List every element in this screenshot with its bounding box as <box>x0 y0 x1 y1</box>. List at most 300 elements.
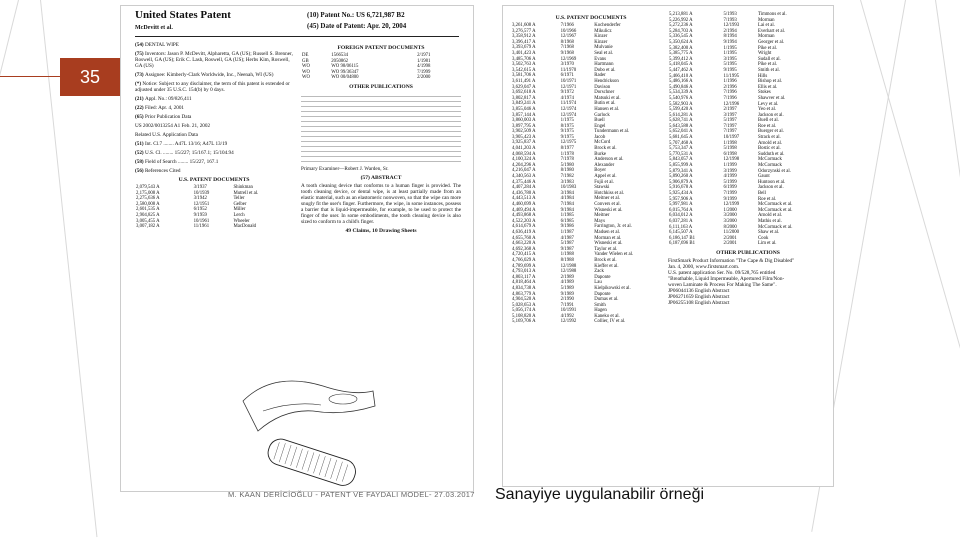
field-entry <box>135 51 293 69</box>
reference-cell: Odorzynski et al. <box>757 168 791 174</box>
reference-cell: Mays <box>594 218 605 224</box>
field-label: (51) <box>135 141 145 147</box>
reference-cell: 5,466,410 A <box>669 73 693 79</box>
reference-cell: Vander Wielen et al. <box>594 252 634 258</box>
reference-cell: Wheeler <box>233 218 250 224</box>
field-text: Filed: Apr. 4, 2001 <box>144 105 185 111</box>
reference-cell: Roe et al. <box>757 123 777 129</box>
reference-cell: 3,629,047 A <box>512 84 536 90</box>
reference-cell: Huntoon et al. <box>757 179 786 185</box>
reference-cell: 5,855,999 A <box>669 163 693 169</box>
reference-cell: 2/1996 <box>723 84 737 90</box>
reference-cell: 9/1975 <box>560 129 574 135</box>
reference-cell: 3,393,679 A <box>512 45 536 51</box>
reference-cell: 5,056,174 A <box>512 308 536 314</box>
field-text: US 2002/0013254 A1 Feb. 21, 2002 <box>135 123 211 129</box>
reference-cell: 10/1966 <box>560 28 577 34</box>
reference-cell: WO 98/06115 <box>331 64 359 70</box>
reference-cell: 7/1997 <box>723 123 737 129</box>
reference-cell: 4/1992 <box>560 313 574 319</box>
reference-cell: 4,803,117 A <box>512 274 536 280</box>
foreign-and-abstract-column <box>301 42 461 237</box>
badge-line <box>0 76 60 77</box>
reference-cell: Alexander <box>594 162 615 168</box>
field-text: Field of Search ........ 15/227, 167.1 <box>144 159 219 165</box>
reference-cell: 4,375,446 A <box>512 179 536 185</box>
reference-cell: Mulvanie <box>594 45 613 51</box>
reference-cell: Davison <box>594 84 611 90</box>
field-label: (52) <box>135 150 145 156</box>
reference-cell: 3/1999 <box>723 168 737 174</box>
reference-cell: 9/1994 <box>723 39 737 45</box>
publication-line: JP06271659 English Abstract <box>668 293 730 300</box>
reference-cell: 5,350,624 A <box>669 39 693 45</box>
reference-cell: 10/1983 <box>560 185 577 191</box>
reference-cell: 3/2000 <box>723 218 737 224</box>
us-docs-table <box>135 185 293 230</box>
field-label: (58) <box>135 159 145 165</box>
reference-cell: Stawski <box>594 185 610 191</box>
reference-cell: 8/2000 <box>723 224 737 230</box>
reference-cell: 4,204,296 A <box>512 162 536 168</box>
reference-cell: 3,857,144 A <box>512 112 536 118</box>
reference-cell: 3,860,003 A <box>512 118 536 124</box>
reference-cell: Shawver et al. <box>757 95 786 101</box>
reference-cell: MacDonald <box>233 224 257 230</box>
reference-cell: 12/1969 <box>560 56 577 62</box>
publication-line: "Breathable, Liquid Impermeable, Apertured Film/Non- <box>668 275 785 282</box>
reference-cell: 12/1971 <box>560 84 577 90</box>
reference-cell: Kieffer et al. <box>594 263 619 269</box>
reference-cell: 10/1939 <box>193 190 210 196</box>
reference-cell: 12/1999 <box>723 202 740 208</box>
reference-cell: Buell et al. <box>757 118 779 124</box>
reference-cell: Stokes <box>757 90 771 96</box>
reference-cell: 5,169,706 A <box>512 319 536 325</box>
reference-cell: Smith <box>594 302 606 308</box>
reference-cell: Everhart et al. <box>757 28 786 34</box>
reference-cell: 5,614,281 A <box>669 112 693 118</box>
reference-cell: 5,213,881 A <box>669 12 693 17</box>
reference-cell: Taylor et al. <box>594 246 618 252</box>
reference-cell: 5,284,703 A <box>669 28 693 34</box>
reference-cell: 5,490,846 A <box>669 84 693 90</box>
reference-cell: 3,692,618 A <box>512 90 536 96</box>
reference-cell: 8/1994 <box>723 34 737 40</box>
reference-cell: DE <box>302 53 309 58</box>
reference-cell: 5/1999 <box>723 179 737 185</box>
reference-cell: McCord <box>594 140 611 146</box>
field-label: (22) <box>135 105 145 111</box>
reference-cell: 11/2000 <box>723 230 740 236</box>
reference-cell: Lerch <box>233 212 245 218</box>
publication-line: woven Laminate & Process For Making The Same". <box>668 281 777 288</box>
field-entry <box>135 132 293 138</box>
reference-cell: Mutrell et al. <box>233 190 259 196</box>
reference-row <box>668 241 828 247</box>
decor-line <box>0 0 19 524</box>
reference-cell: 7/1997 <box>723 129 737 135</box>
reference-cell: Arnold et al. <box>757 213 783 219</box>
reference-cell: 7/1996 <box>723 90 737 96</box>
reference-cell: Jacob <box>594 134 606 140</box>
reference-cell: Ellis et al. <box>757 84 778 90</box>
reference-cell: 1/2000 <box>723 207 737 213</box>
reference-cell: 11/1974 <box>560 101 577 107</box>
reference-cell: Lai et al. <box>757 23 775 29</box>
reference-cell: Timmons et al. <box>757 12 787 17</box>
references-column-2 <box>668 12 828 306</box>
reference-cell: Morman et al. <box>594 235 622 241</box>
reference-cell: Hartmann <box>594 62 614 68</box>
field-entry <box>135 141 293 147</box>
reference-cell: 5,447,462 A <box>669 67 693 73</box>
reference-cell: 8/1988 <box>560 257 574 263</box>
reference-cell: 4,493,868 A <box>512 213 536 219</box>
reference-cell: 1/1995 <box>723 45 737 51</box>
patent-inventor-line: McDevitt et al. <box>135 25 173 31</box>
reference-cell: Cook <box>757 235 769 241</box>
reference-cell: Hills <box>757 73 768 79</box>
field-label: (73) <box>135 72 145 78</box>
reference-cell: 12/1967 <box>560 34 577 40</box>
reference-cell: 6,111,163 A <box>669 224 693 230</box>
reference-cell: Bell <box>757 191 766 196</box>
reference-cell: Lim et al. <box>757 241 777 247</box>
field-entry <box>135 42 293 48</box>
reference-cell: Sudall et al. <box>757 56 781 62</box>
reference-cell: 7/1999 <box>723 191 737 196</box>
reference-cell: Engel <box>594 123 606 129</box>
reference-cell: 7/1968 <box>560 45 574 51</box>
reference-cell: 4,655,760 A <box>512 235 536 241</box>
field-entry <box>135 159 293 165</box>
reference-cell: 5,890,260 A <box>669 174 693 180</box>
right-other-pub-heading: OTHER PUBLICATIONS <box>716 249 780 256</box>
reference-cell: 12/1974 <box>560 106 577 112</box>
reference-cell: Garlock <box>594 112 610 118</box>
reference-row <box>301 75 461 81</box>
reference-cell: 9/1975 <box>560 134 574 140</box>
reference-cell: WO <box>302 75 310 81</box>
reference-cell: 2/1994 <box>723 28 737 34</box>
reference-cell: Dumas et al. <box>594 297 619 303</box>
foreign-docs-table <box>301 53 461 81</box>
reference-cell: 2,175,008 A <box>136 190 160 196</box>
reference-cell: 12/1993 <box>723 23 740 29</box>
reference-cell: Miller <box>233 207 246 213</box>
reference-cell: 3/1937 <box>193 185 207 190</box>
patent-number: (10) Patent No.: US 6,721,987 B2 <box>307 11 405 19</box>
reference-row <box>135 224 293 230</box>
reference-cell: 4/1974 <box>560 95 574 101</box>
reference-cell: 10/1991 <box>560 308 577 314</box>
reference-cell: McCormack et al. <box>757 224 793 230</box>
reference-cell: 1/1999 <box>723 163 737 169</box>
reference-cell: 3,276,577 A <box>512 28 536 34</box>
reference-cell: 1/1995 <box>723 51 737 57</box>
reference-cell: 3,502,763 A <box>512 62 536 68</box>
reference-cell: 9/1972 <box>560 90 574 96</box>
reference-cell: Arnold et al. <box>757 140 783 146</box>
reference-cell: 2050862 <box>331 58 349 64</box>
reference-cell: 8/1975 <box>560 123 574 129</box>
reference-cell: 8/1977 <box>560 146 574 152</box>
reference-cell: 3,261,608 A <box>512 23 536 28</box>
reference-cell: 12/1988 <box>560 269 577 275</box>
publication-line: JP06255108 English Abstract <box>668 299 730 306</box>
field-text: DENTAL WIPE <box>144 42 179 48</box>
reference-cell: Kielpikowski et al. <box>594 285 631 291</box>
reference-cell: 5,582,903 A <box>669 101 693 107</box>
reference-cell: McCormack <box>757 163 782 169</box>
reference-cell: 7/1999 <box>417 69 431 75</box>
reference-cell: Bostic et al. <box>757 146 781 152</box>
reference-cell: 4,068,594 A <box>512 151 536 157</box>
reference-cell: 5,753,347 A <box>669 146 693 152</box>
reference-cell: 4,100,324 A <box>512 157 536 163</box>
reference-cell: 4,614,679 A <box>512 224 536 230</box>
reference-cell: 5,997,981 A <box>669 202 693 208</box>
reference-cell: 12/1992 <box>560 319 577 325</box>
reference-cell: Lau <box>594 280 602 286</box>
reference-cell: WO 00/04800 <box>331 75 359 81</box>
field-entry <box>135 72 293 78</box>
publication-text-lines <box>301 92 461 162</box>
publication-line: FirstSmark Product Information "The Cape & Dig Disabled" <box>668 257 795 264</box>
reference-cell: Hagen <box>594 308 607 314</box>
reference-cell: 4,766,029 A <box>512 257 536 263</box>
reference-cell: 2/2001 <box>723 235 737 241</box>
reference-cell: 6/1998 <box>723 151 737 157</box>
reference-cell: Roe et al. <box>757 196 777 202</box>
reference-cell: 6,037,281 A <box>669 218 693 224</box>
reference-cell: 5/1987 <box>560 241 574 247</box>
reference-cell: 9/1995 <box>723 67 737 73</box>
reference-cell: Brock et al. <box>594 146 617 152</box>
reference-cell: 5,770,531 A <box>669 151 693 157</box>
reference-cell: Morman <box>757 34 775 40</box>
reference-cell: 2,904,825 A <box>136 212 160 218</box>
reference-cell: 3,401,423 A <box>512 50 536 56</box>
reference-cell: 4/1999 <box>723 174 737 180</box>
reference-cell: McCormack <box>757 157 782 163</box>
field-entry <box>135 105 293 111</box>
reference-cell: 3,358,912 A <box>512 34 536 40</box>
reference-cell: 6,186,147 B1 <box>669 235 695 241</box>
reference-cell: 9/1999 <box>723 196 737 202</box>
reference-cell: 3/1983 <box>560 179 574 185</box>
references-table-1 <box>511 23 671 325</box>
reference-cell: 3/1984 <box>560 190 574 196</box>
slide-footer: M. KAAN DERİCİOĞLU - PATENT VE FAYDALI MODEL- 27.03.2017 <box>228 490 475 499</box>
patent-date: (45) Date of Patent: Apr. 20, 2004 <box>307 22 407 30</box>
reference-cell: 5,336,545 A <box>669 34 693 40</box>
reference-cell: Collier, IV et al. <box>594 319 626 325</box>
reference-cell: 1/1998 <box>723 140 737 146</box>
reference-cell: 12/1988 <box>560 263 577 269</box>
reference-cell: Boyer <box>594 168 607 174</box>
reference-cell: 5,534,339 A <box>669 90 693 96</box>
reference-cell: Appel et al. <box>594 174 617 180</box>
field-entry <box>135 150 293 156</box>
abstract-text: A tooth cleaning device that conforms to a human finger is provided. The tooth cleaning device, or dental wipe, is at least partially made from an elastic material, such as an elastomeric nonwoven, so that the wipe can more snugly fit the user's finger. Furthermore, the wipe, in some instances, possess a barrier that is liquid-impermeable, for example, to be used to protect the finger of the user. In some embodiments, the tooth cleaning device is also sized to conform to a child's finger. <box>301 182 461 225</box>
reference-cell: 5,681,645 A <box>669 135 693 141</box>
reference-cell: Meitner <box>594 213 610 219</box>
reference-cell: 1/1988 <box>560 252 574 258</box>
publication-line: JP06044136 English Abstract <box>668 287 730 294</box>
reference-cell: 9/1986 <box>560 224 574 230</box>
reference-cell: Gelber <box>233 201 247 207</box>
reference-cell: Dobo et al. <box>594 67 616 73</box>
foreign-docs-heading: FOREIGN PATENT DOCUMENTS <box>337 45 425 51</box>
reference-cell: GB <box>302 58 309 64</box>
reference-cell: 9/1959 <box>193 212 207 218</box>
field-text: Appl. No.: 09/826,411 <box>144 96 192 102</box>
reference-cell: 5,906,879 A <box>669 179 693 185</box>
reference-cell: Kinzer <box>594 39 608 45</box>
claims-line: 49 Claims, 10 Drawing Sheets <box>345 227 417 234</box>
reference-cell: 3,007,182 A <box>136 224 160 230</box>
slide-caption: Sanayiye uygulanabilir örneği <box>495 486 705 503</box>
field-label: (*) <box>135 81 143 87</box>
reference-cell: 4,407,284 A <box>512 185 536 191</box>
reference-cell: Kochenderfer <box>594 23 621 28</box>
reference-cell: 11/1995 <box>723 73 740 79</box>
reference-cell: 4,041,203 A <box>512 146 536 152</box>
reference-row <box>511 319 671 325</box>
reference-cell: 2/1990 <box>560 297 574 303</box>
reference-cell: 12/1998 <box>723 157 740 163</box>
reference-cell: 4,636,419 A <box>512 229 536 235</box>
reference-cell: 5/1993 <box>723 12 737 17</box>
slide-number-badge <box>60 58 120 96</box>
reference-cell: 5,925,434 A <box>669 191 693 196</box>
field-label: (65) <box>135 114 145 120</box>
reference-cell: Smith et al. <box>757 67 780 73</box>
field-text: Prior Publication Data <box>144 114 192 120</box>
reference-cell: 7/1966 <box>560 23 574 28</box>
reference-cell: Daponte <box>594 291 611 297</box>
reference-cell: 3,855,046 A <box>512 106 536 112</box>
reference-cell: Wisneski et al. <box>594 207 623 213</box>
reference-cell: Yeo et al. <box>757 107 777 113</box>
other-pub-heading: OTHER PUBLICATIONS <box>349 83 413 90</box>
reference-cell: 3,611,491 A <box>512 78 536 84</box>
reference-cell: 4,818,464 A <box>512 280 536 286</box>
reference-cell: 9/1984 <box>560 207 574 213</box>
reference-cell: 5,385,775 A <box>669 51 693 57</box>
reference-cell: 4,469,494 A <box>512 207 536 213</box>
decor-line <box>935 0 960 535</box>
examiner: Primary Examiner—Robert J. Warden, Sr. <box>301 165 389 172</box>
reference-cell: 5,879,341 A <box>669 168 693 174</box>
reference-cell: 1/1987 <box>560 229 574 235</box>
reference-cell: Anderson et al. <box>594 157 624 163</box>
references-table-2 <box>668 12 828 247</box>
publication-line: U.S. patent application Ser. No. 09/528,765 entitled <box>668 269 776 276</box>
reference-cell: 6/1952 <box>193 207 207 213</box>
reference-cell: Mathis et al. <box>757 218 782 224</box>
reference-cell: 7/1993 <box>723 17 737 23</box>
reference-cell: Jackson et al. <box>757 185 784 191</box>
reference-cell: 4/1984 <box>560 196 574 202</box>
reference-cell: McCormack et al. <box>757 202 793 208</box>
reference-cell: Tundermann et al. <box>594 129 630 135</box>
reference-cell: Mikulicz <box>594 28 612 34</box>
reference-cell: 2,580,008 A <box>136 201 160 207</box>
reference-cell: 4,692,368 A <box>512 246 536 252</box>
reference-cell: 7/1996 <box>723 95 737 101</box>
field-entry <box>135 114 293 120</box>
reference-cell: 5,226,992 A <box>669 17 693 23</box>
reference-cell: 6/1999 <box>723 185 737 191</box>
reference-cell: Jackson et al. <box>757 112 784 118</box>
reference-cell: 5,916,678 A <box>669 185 693 191</box>
field-text: References Cited <box>144 168 181 174</box>
reference-cell: Kinzer <box>594 34 608 40</box>
slide-number: 35 <box>79 66 101 87</box>
reference-cell: Gaunt <box>757 174 770 180</box>
reference-cell: Sudduth et al. <box>757 151 785 157</box>
field-entry <box>135 123 293 129</box>
reference-cell: 3,849,241 A <box>512 101 536 107</box>
reference-cell: 5,272,236 A <box>669 23 693 29</box>
reference-cell: 5,399,412 A <box>669 56 693 62</box>
reference-cell: 4/1989 <box>560 280 574 286</box>
reference-cell: Meitner et al. <box>594 196 621 202</box>
reference-cell: 4,216,047 A <box>512 168 536 174</box>
reference-cell: 9/1987 <box>560 246 574 252</box>
reference-cell: 6,145,507 A <box>669 230 693 236</box>
reference-cell: Rader <box>594 73 606 79</box>
reference-cell: Kaneko et al. <box>594 313 620 319</box>
reference-cell: 11/1970 <box>560 67 577 73</box>
reference-cell: 11/1961 <box>193 224 210 230</box>
reference-cell: 6/1971 <box>560 73 574 79</box>
reference-cell: 3,485,706 A <box>512 56 536 62</box>
references-column-1 <box>511 12 671 325</box>
field-text: Notice: Subject to any disclaimer, the term of this patent is extended or adjusted under 35 U.S.C. 154(b) by 0 days. <box>135 81 290 93</box>
reference-cell: Morman <box>757 17 775 23</box>
reference-cell: Madsen et al. <box>594 229 621 235</box>
reference-cell: 5,382,400 A <box>669 45 693 51</box>
reference-cell: Shaw et al. <box>757 230 780 236</box>
reference-cell: WO 99/36347 <box>331 69 359 75</box>
reference-cell: 2/2000 <box>417 75 431 81</box>
reference-cell: 10/1997 <box>723 135 740 141</box>
references-heading: U.S. PATENT DOCUMENTS <box>555 15 627 21</box>
reference-cell: Burke <box>594 151 607 157</box>
reference-cell: 4,443,513 A <box>512 196 536 202</box>
reference-cell: Wisneski et al. <box>594 241 623 247</box>
field-entry <box>135 168 293 174</box>
reference-cell: 1566534 <box>331 53 349 58</box>
reference-cell: Convers et al. <box>594 202 621 207</box>
reference-cell: 3,925,837 A <box>512 140 536 146</box>
reference-cell: 12/1974 <box>560 112 577 118</box>
patent-drawing <box>233 361 383 486</box>
reference-cell: 2,275,636 A <box>136 196 160 202</box>
reference-cell: 4,834,738 A <box>512 285 536 291</box>
reference-cell: Shinkman <box>233 185 253 190</box>
reference-cell: Pike et al. <box>757 45 778 51</box>
reference-cell: Wright <box>757 51 772 57</box>
reference-cell: 1/1975 <box>560 118 574 124</box>
reference-cell: 3,005,455 A <box>136 218 160 224</box>
field-text: U.S. Cl. ........ 15/227; 15/167.1; 15/104.94 <box>144 150 234 156</box>
reference-cell: Hotchkiss et al. <box>594 190 625 196</box>
